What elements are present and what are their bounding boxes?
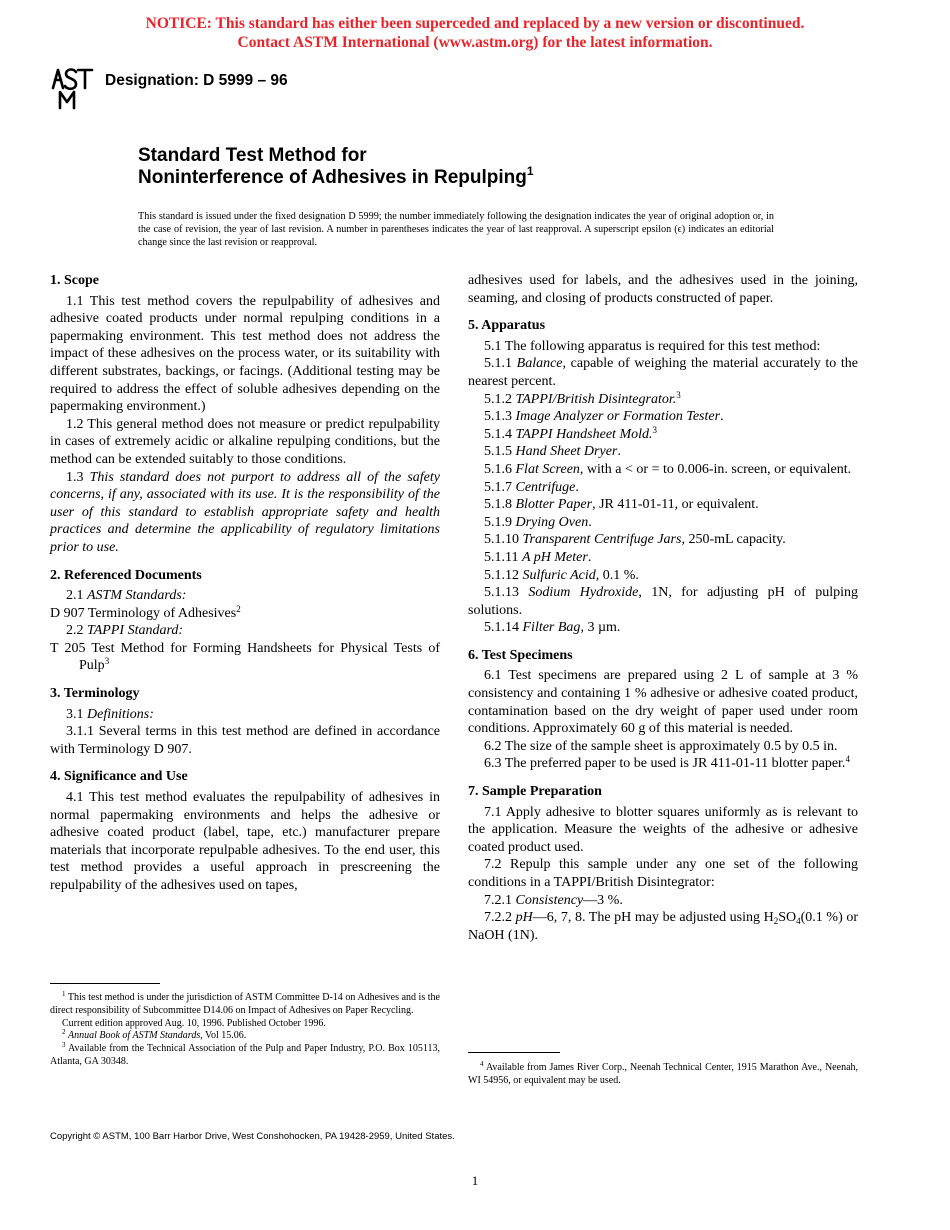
- notice-line-2: Contact ASTM International (www.astm.org) for the latest information.: [237, 34, 713, 51]
- apparatus-item: 5.1.5 Hand Sheet Dryer.: [484, 444, 621, 460]
- paragraph-7-2-2: 7.2.2 pH—6, 7, 8. The pH may be adjusted using $H_2SO_4(0.1$ %) or NaOH (1N).: [468, 910, 858, 943]
- apparatus-item: 5.1.2 TAPPI/British Disintegrator.$^3$: [484, 389, 681, 407]
- apparatus-item: 5.1.9 Drying Oven.: [484, 514, 592, 530]
- section-heading-preparation: 7. Sample Preparation: [468, 784, 602, 800]
- paragraph-4-1-continued: adhesives used for labels, and the adhesives used in the joining, seaming, and closing of products constructed of paper.: [468, 273, 858, 306]
- footnote-2: $^2$ Annual Book of ASTM Standards, Vol 15.06.: [62, 1028, 247, 1042]
- reference-t205: T 205 Test Method for Forming Handsheets for Physical Tests of Pulp$^3$: [50, 640, 440, 674]
- paragraph-6-2: 6.2 The size of the sample sheet is approximately 0.5 by 0.5 in.: [484, 738, 838, 754]
- notice-banner: [0, 14, 950, 52]
- section-heading-specimens: 6. Test Specimens: [468, 647, 573, 663]
- apparatus-list: [468, 355, 858, 637]
- paragraph-1-2: 1.2 This general method does not measure or predict repulpability in cases of extremely acidic or alkaline repulping conditions, but the method can be extended suitably to those conditions.: [50, 416, 440, 467]
- designation: Designation: D 5999 – 96: [105, 72, 288, 89]
- footnote-rule-right: [468, 1052, 560, 1053]
- apparatus-item: 5.1.13 Sodium Hydroxide, 1N, for adjusting pH of pulping solutions.: [468, 585, 858, 618]
- apparatus-item: 5.1.7 Centrifuge.: [484, 479, 579, 495]
- right-column: [468, 272, 858, 944]
- apparatus-item: 5.1.4 TAPPI Handsheet Mold.$^3$: [484, 424, 657, 442]
- section-heading-terminology: 3. Terminology: [50, 686, 140, 702]
- copyright: Copyright © ASTM, 100 Barr Harbor Drive, West Conshohocken, PA 19428-2959, United States.: [50, 1131, 455, 1142]
- apparatus-item: 5.1.12 Sulfuric Acid, 0.1 %.: [484, 567, 639, 583]
- paragraph-7-2: 7.2 Repulp this sample under any one set of the following conditions in a TAPPI/British Disintegrator:: [468, 857, 858, 890]
- apparatus-item: 5.1.3 Image Analyzer or Formation Tester.: [484, 409, 724, 425]
- apparatus-item: 5.1.8 Blotter Paper, JR 411-01-11, or equivalent.: [484, 497, 759, 513]
- paragraph-2-1: 2.1 ASTM Standards:: [66, 588, 187, 604]
- footnotes-right: [468, 1062, 858, 1088]
- section-heading-scope: 1. Scope: [50, 273, 99, 288]
- footnote-1: $^1$ This test method is under the jurisdiction of ASTM Committee D-14 on Adhesives and is the direct responsibility of Subcommittee D14.06 on Impact of Adhesives on Paper Recycling.: [50, 990, 440, 1016]
- section-heading-referenced: 2. Referenced Documents: [50, 567, 202, 583]
- paragraph-1-1: 1.1 This test method covers the repulpability of adhesives and adhesive coated products under normal repulping conditions in a papermaking environment. This test method does not address the impact of these adhesives on the process water, or its suitability with different substrates, backings, or facings. (Additional testing may be required to address the effect of soluble adhesives depending on the papermaking environment.): [50, 293, 440, 415]
- left-column: [50, 272, 440, 895]
- paragraph-1-3: 1.3 This standard does not purport to address all of the safety concerns, if any, associated with its use. It is the responsibility of the user of this standard to establish appropriate safety and health practices and determine the applicability of regulatory limitations prior to use.: [50, 469, 441, 555]
- footnote-4: $^4$ Available from James River Corp., Neenah Technical Center, 1915 Marathon Ave., Neenah, WI 54956, or equivalent may be used.: [468, 1060, 859, 1086]
- paragraph-7-1: 7.1 Apply adhesive to blotter squares uniformly as is relevant to the application. Measure the weights of the adhesive or adhesive coated product used.: [468, 804, 858, 855]
- apparatus-item: 5.1.11 A pH Meter.: [484, 549, 592, 565]
- paragraph-5-1: 5.1 The following apparatus is required for this test method:: [484, 338, 821, 354]
- issued-note: This standard is issued under the fixed designation D 5999; the number immediately following the designation indicates the year of original adoption or, in the case of revision, the year of last revision. A number in parentheses indicates the year of last reapproval. A superscript epsilon (ϵ) indicates an editorial change since the last revision or reapproval.: [138, 211, 774, 248]
- footnote-rule-left: [50, 983, 160, 984]
- title-footnote-ref[interactable]: 1: [526, 164, 534, 178]
- apparatus-item: 5.1.14 Filter Bag, 3 µm.: [484, 620, 621, 636]
- notice-line-1: NOTICE: This standard has either been superceded and replaced by a new version or discontinued.: [145, 15, 805, 32]
- astm-logo-icon: [50, 66, 96, 110]
- title-line-1: Standard Test Method for: [138, 145, 367, 166]
- apparatus-item: 5.1.10 Transparent Centrifuge Jars, 250-mL capacity.: [484, 532, 786, 548]
- apparatus-item: 5.1.1 Balance, capable of weighing the material accurately to the nearest percent.: [468, 356, 859, 389]
- paragraph-4-1: 4.1 This test method evaluates the repulpability of adhesives in normal papermaking environments and helps the adhesive or adhesive coated product (label, tape, etc.) manufacturer prepare materials that incorporate repulpable adhesives. To the end user, this test method provides a useful approach in prescreening the repulpability of the adhesives used on tapes,: [50, 790, 440, 893]
- page-number: 1: [471, 1173, 479, 1188]
- document-title: [138, 145, 534, 189]
- footnote-3: $^3$ Available from the Technical Association of the Pulp and Paper Industry, P.O. Box 105113, Atlanta, GA 30348.: [50, 1041, 440, 1067]
- paragraph-3-1: 3.1 Definitions:: [66, 706, 154, 722]
- title-line-2: Noninterference of Adhesives in Repulping$^1$: [138, 164, 534, 188]
- paragraph-2-2: 2.2 TAPPI Standard:: [66, 623, 184, 639]
- paragraph-6-1: 6.1 Test specimens are prepared using 2 L of sample at 3 % consistency and containing 1 % adhesive or adhesive coated product, contamination based on the dry weight of paper used under room conditions. Approximately 60 g of this material is needed.: [468, 668, 858, 737]
- paragraph-7-2-1: 7.2.1 Consistency—3 %.: [484, 892, 623, 908]
- footnote-1-approval: Current edition approved Aug. 10, 1996. Published October 1996.: [62, 1017, 326, 1029]
- reference-d907: D 907 Terminology of Adhesives$^2$: [50, 603, 241, 621]
- footnotes-left: [50, 992, 440, 1069]
- paragraph-3-1-1: 3.1.1 Several terms in this test method are defined in accordance with Terminology D 907.: [50, 724, 440, 757]
- apparatus-item: 5.1.6 Flat Screen, with a < or = to 0.006-in. screen, or equivalent.: [484, 461, 852, 477]
- section-heading-apparatus: 5. Apparatus: [468, 318, 546, 334]
- section-heading-significance: 4. Significance and Use: [50, 769, 188, 785]
- paragraph-6-3: 6.3 The preferred paper to be used is JR 411-01-11 blotter paper.$^4$: [484, 754, 850, 772]
